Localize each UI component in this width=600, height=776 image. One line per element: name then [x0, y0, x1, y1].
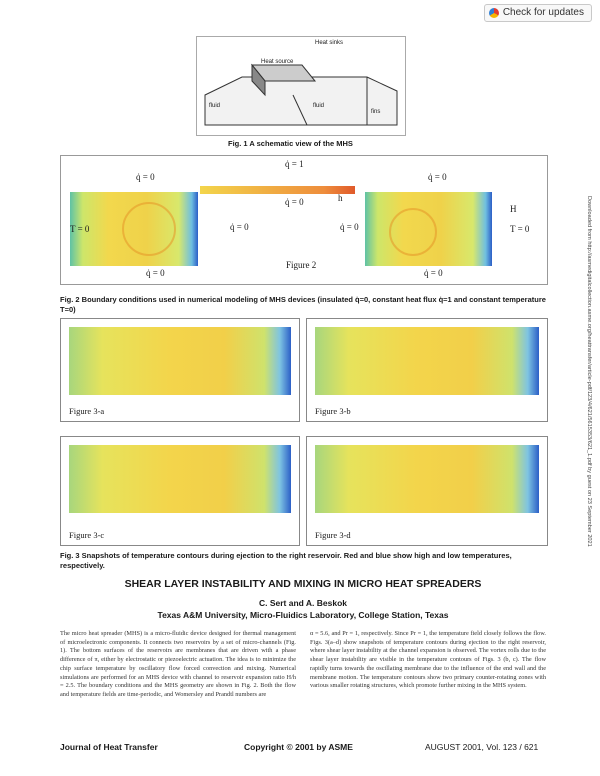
- footer-issue: AUGUST 2001, Vol. 123 / 621: [425, 742, 539, 752]
- article-column-2: α = 5.6, and Pr = 1, respectively. Since Pr = 1, the temperature field closely follows the flow. Figs. 3(a–d) show snapshots of temperature contours during ejection to the right reservoir, where shear layer instability at the channel expansion is observed. The vortex rolls due to the shear layer instability are visible in the temperature contours of Figs. 3 (b, c). The flow rapidly turns towards the oscillating membrane due to the influence of the end wall and the membrane motion. The temperature contours show two primary counter-rotating zones with various smaller rotating structures, which promote further mixing in the MHS system.: [310, 630, 546, 690]
- mhs-schematic: [197, 37, 405, 135]
- bc-right-inner: q̇ = 0: [340, 222, 359, 232]
- footer-copyright: Copyright © 2001 by ASME: [244, 742, 353, 752]
- fig2-right-reservoir: [365, 192, 492, 266]
- bc-top-mid: q̇ = 1: [285, 159, 304, 169]
- bc-top-right: q̇ = 0: [428, 172, 447, 182]
- reservoir-height-label: H: [510, 204, 517, 214]
- fig3c-label: Figure 3-c: [69, 530, 105, 540]
- fig2-label: Figure 2: [286, 260, 317, 270]
- heat-sinks-label: Heat sinks: [315, 40, 344, 46]
- bc-channel: q̇ = 0: [285, 197, 304, 207]
- fig3d-panel: [306, 436, 548, 546]
- fig3-caption: Fig. 3 Snapshots of temperature contours during ejection to the right reservoir. Red and blue show high and low temperatures, respectively.: [60, 551, 512, 570]
- bc-bottom-right: q̇ = 0: [424, 268, 443, 278]
- bc-right-wall: T = 0: [510, 224, 530, 234]
- fins-label: fins: [371, 109, 381, 115]
- fig3b-label: Figure 3-b: [315, 406, 351, 416]
- update-check-icon: [489, 8, 499, 18]
- right-reservoir-label: fluid: [313, 103, 325, 109]
- bc-left-wall: T = 0: [70, 224, 90, 234]
- article-column-1: The micro heat spreader (MHS) is a micro-fluidic device designed for thermal management of microelectronic components. It connects two reservoirs by a set of micro-channels (Fig. 1). The bottom surfaces of the reservoirs are membranes that are driven with a phase difference of π, either by electrostatic or piezoelectric actuation. The idea is to minimize the chip surface temperature by oscillatory flow forced convection and mixing. Numerical simulations are performed for an MHS device with channel to reservoir expansion ratio H/h = 2.5. The boundary conditions and the MHS geometry are shown in Fig. 2. Both the flow and temperature fields are time-periodic, and Womersley and Prandtl numbers are: [60, 630, 296, 698]
- heat-source-label: Heat source: [261, 59, 294, 65]
- article-affiliation: Texas A&M University, Micro-Fluidics Laboratory, College Station, Texas: [157, 610, 449, 620]
- fig1-caption: Fig. 1 A schematic view of the MHS: [228, 139, 353, 148]
- download-notice: Downloaded from http://asmedigitalcollection.asme.org/heattransfer/article-pdf/123/4/621/5615353/621_1.pdf by guest on 23 September 2021: [586, 196, 592, 547]
- bc-bottom-left: q̇ = 0: [146, 268, 165, 278]
- fig3c-panel: [60, 436, 300, 546]
- fig2-caption: Fig. 2 Boundary conditions used in numerical modeling of MHS devices (insulated q̇=0, constant heat flux q̇=1 and constant temperature T=0): [60, 295, 546, 314]
- left-reservoir-label: fluid: [209, 103, 221, 109]
- fig2-channel: [200, 186, 355, 194]
- channel-height-label: h: [338, 193, 343, 203]
- fig3a-panel: [60, 318, 300, 422]
- fig3b-panel: [306, 318, 548, 422]
- fig3a-label: Figure 3-a: [69, 406, 105, 416]
- fig3d-label: Figure 3-d: [315, 530, 351, 540]
- article-authors: C. Sert and A. Beskok: [258, 598, 348, 608]
- article-title: SHEAR LAYER INSTABILITY AND MIXING IN MICRO HEAT SPREADERS: [124, 578, 482, 590]
- fig1-diagram: [196, 36, 406, 136]
- bc-left-inner: q̇ = 0: [230, 222, 249, 232]
- check-for-updates-badge[interactable]: Check for updates: [484, 4, 592, 22]
- footer-journal: Journal of Heat Transfer: [60, 742, 158, 752]
- bc-top-left: q̇ = 0: [136, 172, 155, 182]
